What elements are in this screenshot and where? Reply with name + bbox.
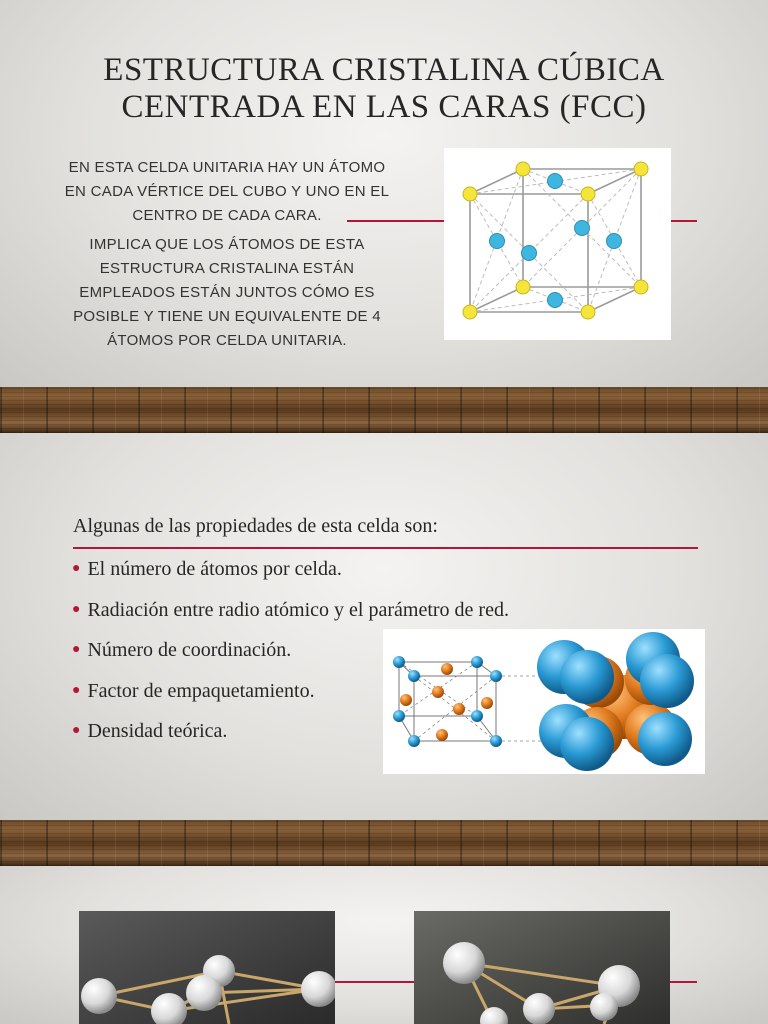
paragraph-fcc-implication: IMPLICA QUE LOS ÁTOMOS DE ESTA ESTRUCTURA CRISTALINA ESTÁN EMPLEADOS ESTÁN JUNTOS CÓMO ES POSIBLE Y TIENE UN EQUIVALENTE DE 4 ÁTOMOS POR CELDA UNITARIA. (73, 236, 381, 349)
bullet-icon: ● (72, 601, 81, 617)
list-item: ● Densidad teórica. (72, 720, 228, 742)
fcc-unit-cell-diagram (444, 148, 671, 340)
bullet-icon: ● (72, 723, 81, 738)
list-item: ● El número de átomos por celda. (72, 558, 342, 580)
slide-title: ESTRUCTURA CRISTALINA CÚBICA CENTRADA EN LAS CARAS (FCC) (103, 52, 665, 125)
fcc-packing-diagram (383, 629, 705, 774)
wood-floor-divider-2 (0, 820, 768, 866)
accent-line (73, 547, 698, 549)
wood-floor-divider-1 (0, 387, 768, 433)
bullet-icon: ● (72, 642, 81, 657)
properties-intro: Algunas de las propiedades de esta celda son: (73, 515, 438, 537)
paragraph-fcc-description: EN ESTA CELDA UNITARIA HAY UN ÁTOMO EN CADA VÉRTICE DEL CUBO Y UNO EN EL CENTRO DE CADA CARA. (64, 159, 390, 224)
list-item: ● Radiación entre radio atómico y el parámetro de red. (72, 598, 509, 621)
ball-stick-model-icon (79, 911, 335, 1024)
bullet-icon: ● (72, 682, 81, 698)
fcc-packing-image (383, 629, 705, 774)
accent-line (670, 981, 697, 983)
accent-line (335, 981, 415, 983)
list-item: ● Número de coordinación. (72, 639, 292, 661)
ball-and-stick-model-photo-right (414, 911, 670, 1024)
fcc-unit-cell-image (444, 148, 671, 340)
ball-stick-model-icon (414, 911, 670, 1024)
list-item: ● Factor de empaquetamiento. (72, 679, 315, 702)
ball-and-stick-model-photo-left (79, 911, 335, 1024)
bullet-icon: ● (72, 561, 81, 576)
slide-1 (0, 0, 768, 387)
